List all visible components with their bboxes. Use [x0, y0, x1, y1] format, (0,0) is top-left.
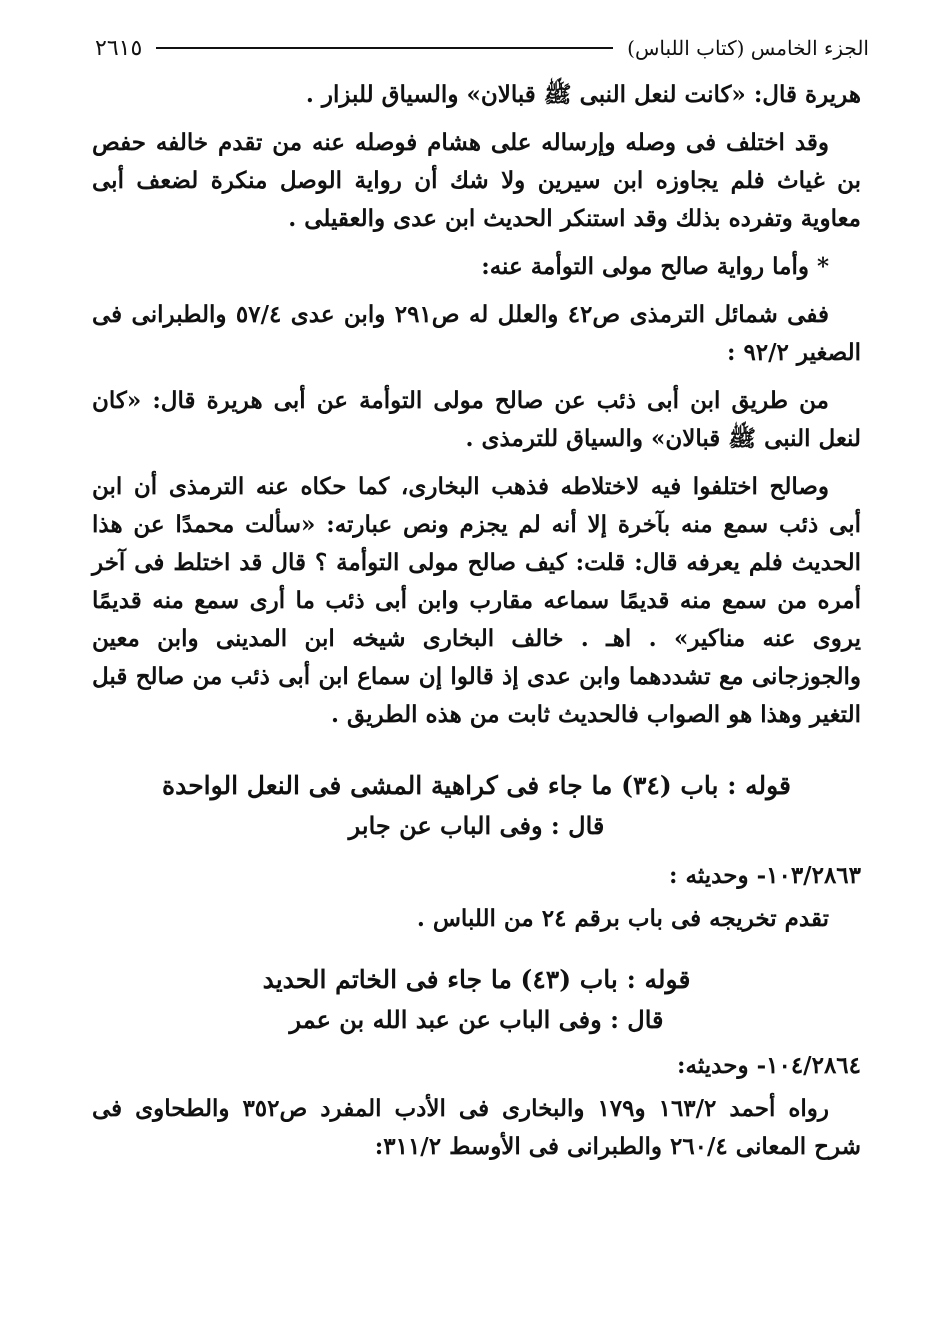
hadith-number: ١٠٤/٢٨٦٤- وحديثه:: [677, 1052, 861, 1079]
chapter-heading: قوله : باب (٣٤) ما جاء فى كراهية المشى فى النعل الواحدة: [161, 771, 792, 800]
paragraph: من طريق ابن أبى ذئب عن صالح مولى التوأمة عن أبى هريرة قال: «كان لنعل النبى ﷺ قبالان» والسياق للترمذى .: [92, 387, 861, 452]
chapter-heading: قوله : باب (٤٣) ما جاء فى الخاتم الحديد: [262, 965, 691, 994]
hadith-number: ١٠٣/٢٨٦٣- وحديثه :: [669, 862, 861, 889]
chapter-subheading: قال : وفى الباب عن جابر: [348, 811, 605, 840]
page-body: [92, 76, 861, 1176]
paragraph: هريرة قال: «كانت لنعل النبى ﷺ قبالان» والسياق للبزار .: [305, 81, 861, 108]
header-rule: [156, 47, 613, 49]
paragraph: وقد اختلف فى وصله وإرساله على هشام فوصله عنه من تقدم خالفه حفص بن غياث فلم يجاوزه ابن سيرين ولا شك أن رواية الوصل منكرة لضعف أبى معاوية وتفرده بذلك وقد استنكر الحديث ابن عدى والعقيلى .: [92, 129, 861, 232]
paragraph: تقدم تخريجه فى باب برقم ٢٤ من اللباس .: [416, 905, 829, 932]
running-title: الجزء الخامس (كتاب اللباس): [627, 36, 869, 60]
page-number: ٢٦١٥: [95, 35, 143, 61]
paragraph: ففى شمائل الترمذى ص٤٢ والعلل له ص٢٩١ وابن عدى ٥٧/٤ والطبرانى فى الصغير ٩٢/٢ :: [92, 301, 861, 366]
page-header: [95, 34, 869, 62]
paragraph: وصالح اختلفوا فيه لاختلاطه فذهب البخارى، كما حكاه عنه الترمذى أن ابن أبى ذئب سمع منه بآخرة إلا أنه لم يجزم ونص عبارته: «سألت محمدًا عن هذا الحديث فلم يعرفه قال: قلت: كيف صالح مولى التوأمة ؟ قال قد اختلط فى آخر أمره من سمع منه قديمًا سماعه مقارب وابن أبى ذئب ما أرى سمع منه قديمًا يروى عنه مناكير» . اهـ . خالف البخارى شيخه ابن المدينى وابن معين والجوزجانى مع تشددهما وابن عدى إذ قالوا إن سماع ابن أبى ذئب من صالح قبل التغير وهذا هو الصواب فالحديث ثابت من هذه الطريق .: [92, 473, 861, 728]
chapter-subheading: قال : وفى الباب عن عبد الله بن عمر: [289, 1005, 664, 1034]
subsection-title: * وأما رواية صالح مولى التوأمة عنه:: [481, 253, 829, 280]
paragraph: رواه أحمد ١٦٣/٢ و١٧٩ والبخارى فى الأدب المفرد ص٣٥٢ والطحاوى فى شرح المعانى ٢٦٠/٤ والطبرانى فى الأوسط ٣١١/٢:: [92, 1095, 861, 1160]
